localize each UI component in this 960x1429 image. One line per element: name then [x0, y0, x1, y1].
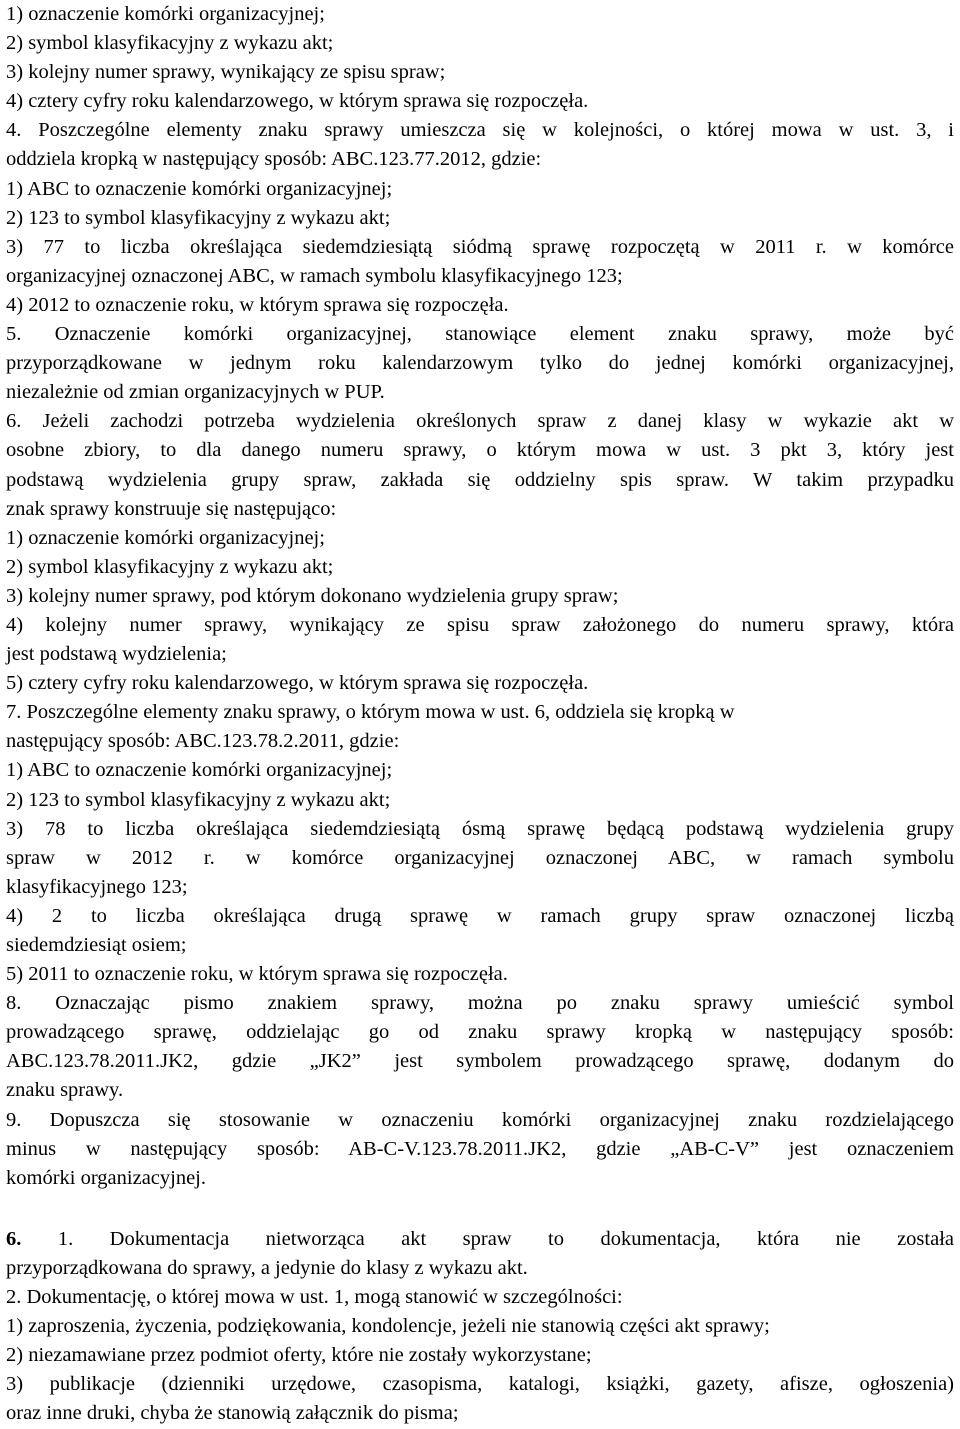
- text-line: znaku sprawy.: [6, 1079, 124, 1102]
- text-line: ABC.123.78.2011.JK2, gdzie „JK2” jest symbolem prowadzącego sprawę, dodanym do: [6, 1050, 954, 1073]
- text-line: jest podstawą wydzielenia;: [6, 643, 227, 666]
- text-line: siedemdziesiąt osiem;: [6, 934, 187, 956]
- text-line: 3) 77 to liczba określająca siedemdziesiątą siódmą sprawę rozpoczętą w 2011 r. w komórce: [6, 235, 954, 258]
- text-line: 4) 2 to liczba określająca drugą sprawę w ramach grupy spraw oznaczonej liczbą: [6, 904, 954, 927]
- text-line: 3) kolejny numer sprawy, wynikający ze spisu spraw;: [6, 61, 446, 84]
- text-line: 2) symbol klasyfikacyjny z wykazu akt;: [6, 32, 334, 55]
- text-line: 3) 78 to liczba określająca siedemdziesiątą ósmą sprawę będącą podstawą wydzielenia grupy: [6, 817, 954, 840]
- text-line: przyporządkowane w jednym roku kalendarzowym tylko do jednej komórki organizacyjnej,: [6, 352, 954, 375]
- section-number: 6.: [6, 1227, 22, 1250]
- text-line: oraz inne druki, chyba że stanowią załącznik do pisma;: [6, 1402, 459, 1425]
- text-line: 2) 123 to symbol klasyfikacyjny z wykazu akt;: [6, 206, 391, 229]
- text-line: 7. Poszczególne elementy znaku sprawy, o którym mowa w ust. 6, oddziela się kropką w: [6, 701, 735, 724]
- text-line: 9. Dopuszcza się stosowanie w oznaczeniu komórki organizacyjnej znaku rozdzielającego: [6, 1108, 954, 1131]
- text-line: 2) symbol klasyfikacyjny z wykazu akt;: [6, 555, 334, 578]
- text-line: 4. Poszczególne elementy znaku sprawy umieszcza się w kolejności, o której mowa w ust. 3, i: [6, 119, 954, 142]
- text-line: 1) ABC to oznaczenie komórki organizacyjnej;: [6, 759, 393, 782]
- text-line: oddziela kropką w następujący sposób: ABC.123.77.2012, gdzie:: [6, 148, 542, 171]
- text-line: przyporządkowana do sprawy, a jedynie do klasy z wykazu akt.: [6, 1256, 528, 1279]
- text-line: 4) kolejny numer sprawy, wynikający ze spisu spraw założonego do numeru sprawy, która: [6, 613, 954, 636]
- text-line: 4) cztery cyfry roku kalendarzowego, w którym sprawa się rozpoczęła.: [6, 90, 589, 113]
- paragraph-gap: [6, 1193, 960, 1225]
- text-line: 2) 123 to symbol klasyfikacyjny z wykazu akt;: [6, 788, 391, 811]
- document-page: [6, 0, 960, 1429]
- text-line: następujący sposób: ABC.123.78.2.2011, gdzie:: [6, 730, 400, 753]
- text-line: 5) 2011 to oznaczenie roku, w którym sprawa się rozpoczęła.: [6, 963, 508, 986]
- text-line: 5) cztery cyfry roku kalendarzowego, w którym sprawa się rozpoczęła.: [6, 672, 589, 695]
- text-line: komórki organizacyjnej.: [6, 1166, 207, 1189]
- text-line: prowadzącego sprawę, oddzielając go od znaku sprawy kropką w następujący sposób:: [6, 1021, 954, 1044]
- text-line: 1) zaproszenia, życzenia, podziękowania, kondolencje, jeżeli nie stanowią części akt sprawy;: [6, 1315, 770, 1338]
- text-line: 1) oznaczenie komórki organizacyjnej;: [6, 3, 325, 25]
- text-line: 5. Oznaczenie komórki organizacyjnej, stanowiące element znaku sprawy, może być: [6, 323, 954, 346]
- text-line: znak sprawy konstruuje się następująco:: [6, 497, 337, 520]
- text-line: klasyfikacyjnego 123;: [6, 875, 188, 898]
- text-line: 2) niezamawiane przez podmiot oferty, które nie zostały wykorzystane;: [6, 1344, 592, 1367]
- text-line: 4) 2012 to oznaczenie roku, w którym sprawa się rozpoczęła.: [6, 293, 509, 316]
- text-line: osobne zbiory, to dla danego numeru sprawy, o którym mowa w ust. 3 pkt 3, który jest: [6, 439, 954, 462]
- section-first-line: [6, 1225, 954, 1254]
- text-line: 2. Dokumentację, o której mowa w ust. 1, mogą stanowić w szczególności:: [6, 1286, 623, 1309]
- text-line: 3) publikacje (dzienniki urzędowe, czasopisma, katalogi, książki, gazety, afisze, ogłoszenia): [6, 1373, 954, 1396]
- text-line: podstawą wydzielenia grupy spraw, zakłada się oddzielny spis spraw. W takim przypadku: [6, 468, 954, 491]
- document-body-continued: [6, 1254, 960, 1429]
- text-line: 1) oznaczenie komórki organizacyjnej;: [6, 526, 325, 549]
- section-line-text: 1. Dokumentacja nietworząca akt spraw to dokumentacja, która nie została: [57, 1227, 955, 1250]
- document-body: [6, 0, 960, 1193]
- text-line: 8. Oznaczając pismo znakiem sprawy, można po znaku sprawy umieścić symbol: [6, 992, 954, 1015]
- text-line: spraw w 2012 r. w komórce organizacyjnej oznaczonej ABC, w ramach symbolu: [6, 846, 954, 869]
- text-line: organizacyjnej oznaczonej ABC, w ramach symbolu klasyfikacyjnego 123;: [6, 264, 623, 287]
- text-line: 1) ABC to oznaczenie komórki organizacyjnej;: [6, 177, 393, 200]
- text-line: minus w następujący sposób: AB-C-V.123.78.2011.JK2, gdzie „AB-C-V” jest oznaczeniem: [6, 1137, 954, 1160]
- text-line: niezależnie od zmian organizacyjnych w PUP.: [6, 381, 385, 404]
- text-line: 3) kolejny numer sprawy, pod którym dokonano wydzielenia grupy spraw;: [6, 584, 619, 607]
- text-line: 6. Jeżeli zachodzi potrzeba wydzielenia określonych spraw z danej klasy w wykazie akt w: [6, 410, 954, 433]
